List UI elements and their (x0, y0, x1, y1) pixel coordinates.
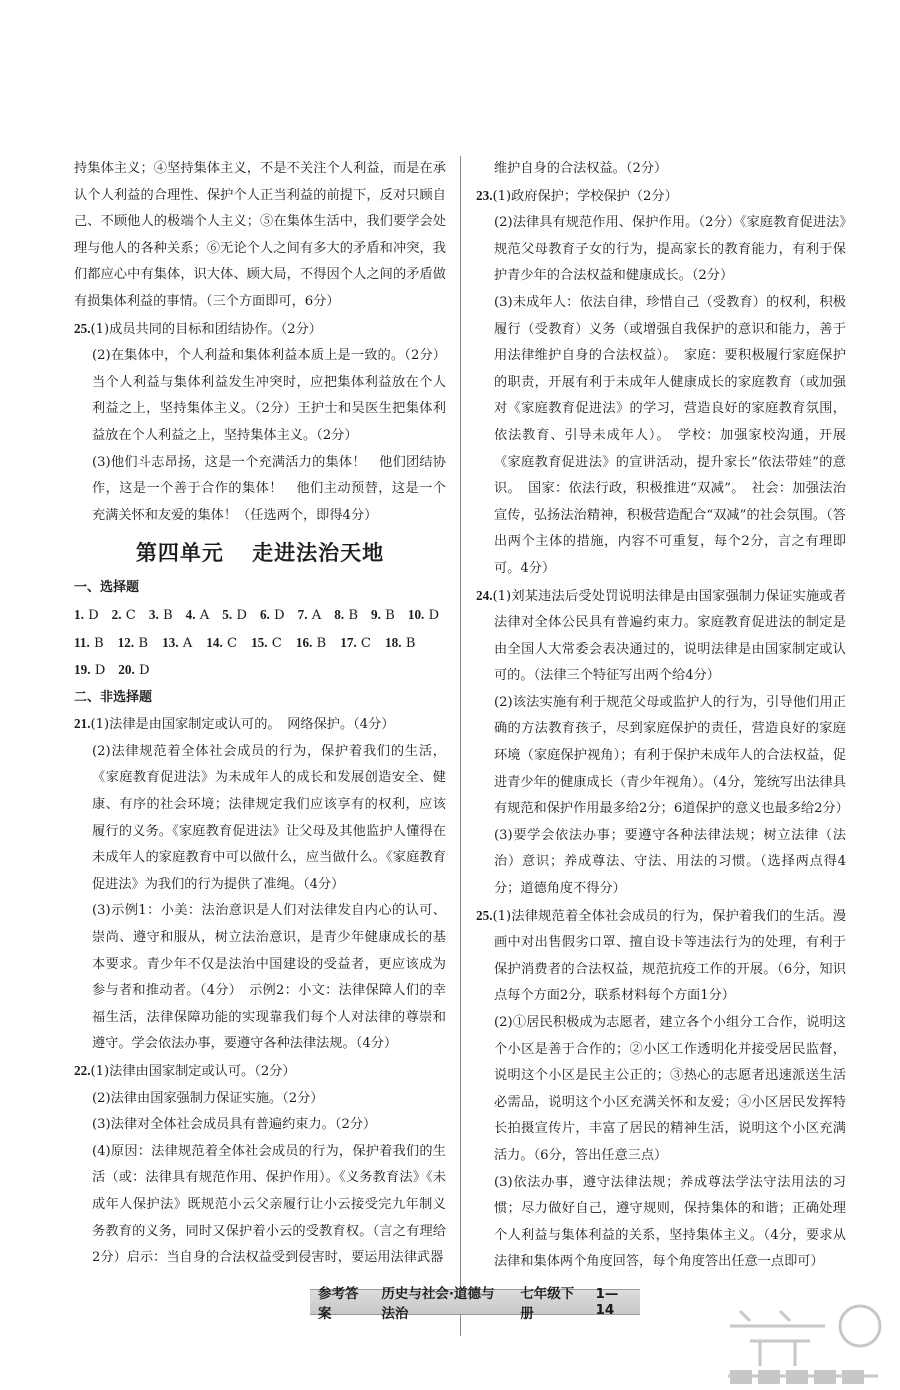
section-heading-choice: 一、选择题 (74, 580, 140, 596)
answer-text: (1)刘某违法后受处罚说明法律是由国家强制力保证实施或者法律对全体公民具有普遍约束力。家庭教育促进法的制定是由全国人大常委会表决通过的，说明法律是由国家制定或认可的。（法律三个特征写出两个给4分） (492, 588, 846, 684)
question-24-part-1 (476, 583, 846, 690)
choice-answer: 5. D (222, 606, 247, 623)
footer-subject: 历史与社会·道德与法治 (381, 1286, 495, 1322)
question-number: 21. (74, 716, 91, 732)
choice-answer: 18. B (385, 634, 416, 651)
question-21-part-3: (3)示例1：小美：法治意识是人们对法律发自内心的认可、崇尚、遵守和服从，树立法治意识，是青少年健康成长的基本要求。青少年不仅是法治中国建设的受益者，更应该成为参与者和推动者。（4分） 示例2：小文：法律保障人们的幸福生活，法律保障功能的实现靠我们每个人对法律的尊崇和遵守。学会依法办事，要遵守各种法律法规。（4分） (92, 903, 446, 1052)
footer-grade: 七年级下册 (520, 1286, 575, 1322)
page-footer (310, 1286, 640, 1322)
choice-answer: 3. B (148, 606, 173, 623)
choice-answer: 19. D (74, 662, 106, 679)
answer-text: (1)法律由国家制定或认可。（2分） (90, 1064, 296, 1079)
question-number: 22. (74, 1063, 91, 1078)
question-25-part-2: (2)①居民积极成为志愿者，建立各个小组分工合作，说明这个小区是善于合作的；②小区工作透明化并接受居民监督，说明这个小区是民主公正的；③热心的志愿者迅速派送生活必需品，说明这个小区充满关怀和友爱；④小区居民发挥特长拍摄宣传片，丰富了居民的精神生活，说明这个小区充满活力。（6分，答出任意三点） (494, 1015, 846, 1163)
question-25-part-3: (3)依法办事，遵守法律法规；养成尊法学法守法用法的习惯；尽力做好自己，遵守规则，保持集体的和谐；正确处理个人利益与集体利益的关系，坚持集体主义。（4分，要求从法律和集体两个角度回答，每个角度答出任意一点即可） (494, 1174, 846, 1270)
choice-answer: 14. C (206, 634, 238, 651)
column-divider (460, 156, 461, 1336)
question-25-part-1 (476, 903, 846, 1010)
question-21-part-1 (74, 711, 446, 739)
footer-label: 参考答案 (318, 1286, 359, 1322)
choice-answer: 1. D (74, 606, 99, 623)
question-number: 24. (476, 587, 493, 603)
answer-text: (1)法律是由国家制定或认可的。 网络保护。（4分） (90, 717, 395, 733)
choice-answer: 2. C (111, 606, 136, 623)
question-22-part-4: (4)原因：法律规范着全体社会成员的行为，保护着我们的生活（或：法律具有规范作用、保护作用）。《义务教育法》《未成年人保护法》既规范小云父亲履行让小云接受完九年制义务教育的义务，同时又保护着小云的受教育权。（言之有理给2分）启示：当自身的合法权益受到侵害时，要运用法律武器 (92, 1143, 446, 1266)
choice-answer: 12. B (117, 634, 149, 651)
choice-answer: 13. A (162, 634, 193, 651)
choice-answer: 20. D (118, 662, 150, 679)
unit-title (74, 531, 446, 575)
choice-answer: 10. D (407, 606, 440, 623)
question-number: 25. (476, 907, 493, 923)
choice-answers-row-2 (74, 630, 446, 658)
choice-answer: 11. B (74, 634, 104, 651)
answer-text: (1)成员共同的目标和团结协作。（2分） (90, 321, 322, 337)
choice-answers-row-1 (74, 602, 446, 630)
answer-text: (1)法律规范着全体社会成员的行为，保护着我们的生活。漫画中对出售假劣口罩、擅自设卡等违法行为的处理，有利于保护消费者的合法权益，规范抗疫工作的开展。（6分，知识点每个方面2分，联系材料每个方面1分） (492, 908, 846, 1004)
question-25-part-1 (74, 316, 446, 344)
question-22-part-1 (74, 1058, 446, 1086)
question-21-part-2: (2)法律规范着全体社会成员的行为，保护着我们的生活，《家庭教育促进法》为未成年人的成长和发展创造安全、健康、有序的社会环境；法律规定我们应该享有的权利，应该履行的义务。《家庭教育促进法》让父母及其他监护人懂得在未成年人的家庭教育中可以做什么，应当做什么。《家庭教育促进法》为我们的行为提供了准绳。（4分） (92, 743, 446, 892)
question-23-part-3: (3)未成年人：依法自律，珍惜自己（受教育）的权利，积极履行（受教育）义务（或增强自我保护的意识和能力，善于用法律维护自身的合法权益）。 家庭：要积极履行家庭保护的职责，开展有利于未成年人健康成长的家庭教育（或加强对《家庭教育促进法》的学习，营造良好的家庭教育氛围，依法教育、引导未成年人）。 学校：加强家校沟通，开展《家庭教育促进法》的宣讲活动，提升家长“依法带娃”的意识。 国家：依法行政，积极推进“双减”。 社会：加强法治宣传，弘扬法治精神，积极营造配合“双减”的社会氛围。（答出两个主体的措施，内容不可重复，每个2分，言之有理即可。4分） (494, 294, 846, 576)
question-25-part-2: (2)在集体中，个人利益和集体利益本质上是一致的。（2分）当个人利益与集体利益发生冲突时，应把集体利益放在个人利益之上，坚持集体主义。（2分）王护士和吴医生把集体利益放在个人利益之上，坚持集体主义。（2分） (92, 348, 446, 443)
question-23-part-1 (476, 183, 846, 211)
choice-answer: 4. A (185, 606, 210, 623)
watermark-logo (720, 1296, 890, 1388)
choice-answer: 9. B (371, 606, 395, 623)
choice-answer: 6. D (259, 606, 285, 623)
question-22-part-3: (3)法律对全体社会成员具有普遍约束力。（2分） (92, 1117, 377, 1133)
choice-answer: 7. A (297, 606, 322, 623)
question-number: 25. (74, 320, 91, 336)
choice-answer: 17. C (340, 634, 372, 651)
question-23-part-2: (2)法律具有规范作用、保护作用。（2分）《家庭教育促进法》规范父母教育子女的行为，提高家长的教育能力，有利于保护青少年的合法权益和健康成长。（2分） (494, 215, 846, 284)
unit-number: 第四单元 (135, 541, 224, 566)
choice-answers-row-3 (74, 657, 446, 685)
question-24-part-3: (3)要学会依法办事；要遵守各种法律法规；树立法律（法治）意识；养成尊法、守法、用法的习惯。（选择两点得4分；道德角度不得分） (494, 827, 846, 897)
choice-answer: 16. B (295, 634, 327, 651)
footer-page-number: 1—14 (595, 1286, 619, 1318)
right-column (476, 156, 849, 1276)
unit-name: 走进法治天地 (252, 541, 385, 566)
answer-text: (1)政府保护；学校保护（2分） (492, 188, 678, 204)
section-heading-nonchoice: 二、非选择题 (74, 689, 153, 705)
question-25-part-3: (3)他们斗志昂扬，这是一个充满活力的集体！ 他们团结协作，这是一个善于合作的集体！ 他们主动预替，这是一个充满关怀和友爱的集体！（任选两个，即得4分） (92, 454, 446, 523)
continued-paragraph: 持集体主义；④坚持集体主义，不是不关注个人利益，而是在承认个人利益的合理性、保护个人正当利益的前提下，反对只顾自己、不顾他人的极端个人主义；⑤在集体生活中，我们要学会处理与他人的各种关系；⑥无论个人之间有多大的矛盾和冲突，我们都应心中有集体，识大体、顾大局，不得因个人之间的矛盾做有损集体利益的事情。（三个方面即可，6分） (74, 161, 446, 309)
question-number: 23. (476, 187, 493, 203)
left-column (74, 156, 446, 1272)
question-24-part-2: (2)该法实施有利于规范父母或监护人的行为，引导他们用正确的方法教育孩子，尽到家庭保护的责任，营造良好的家庭环境（家庭保护视角）；有利于保护未成年人的合法权益，促进青少年的健康成长（青少年视角）。（4分，笼统写出法律具有规范和保护作用最多给2分；6道保护的意义也最多给2分） (494, 694, 849, 817)
continued-paragraph: 维护自身的合法权益。（2分） (494, 161, 668, 176)
question-22-part-2: (2)法律由国家强制力保证实施。（2分） (92, 1090, 324, 1106)
choice-answer: 8. B (334, 606, 359, 623)
choice-answer: 15. C (251, 634, 282, 651)
